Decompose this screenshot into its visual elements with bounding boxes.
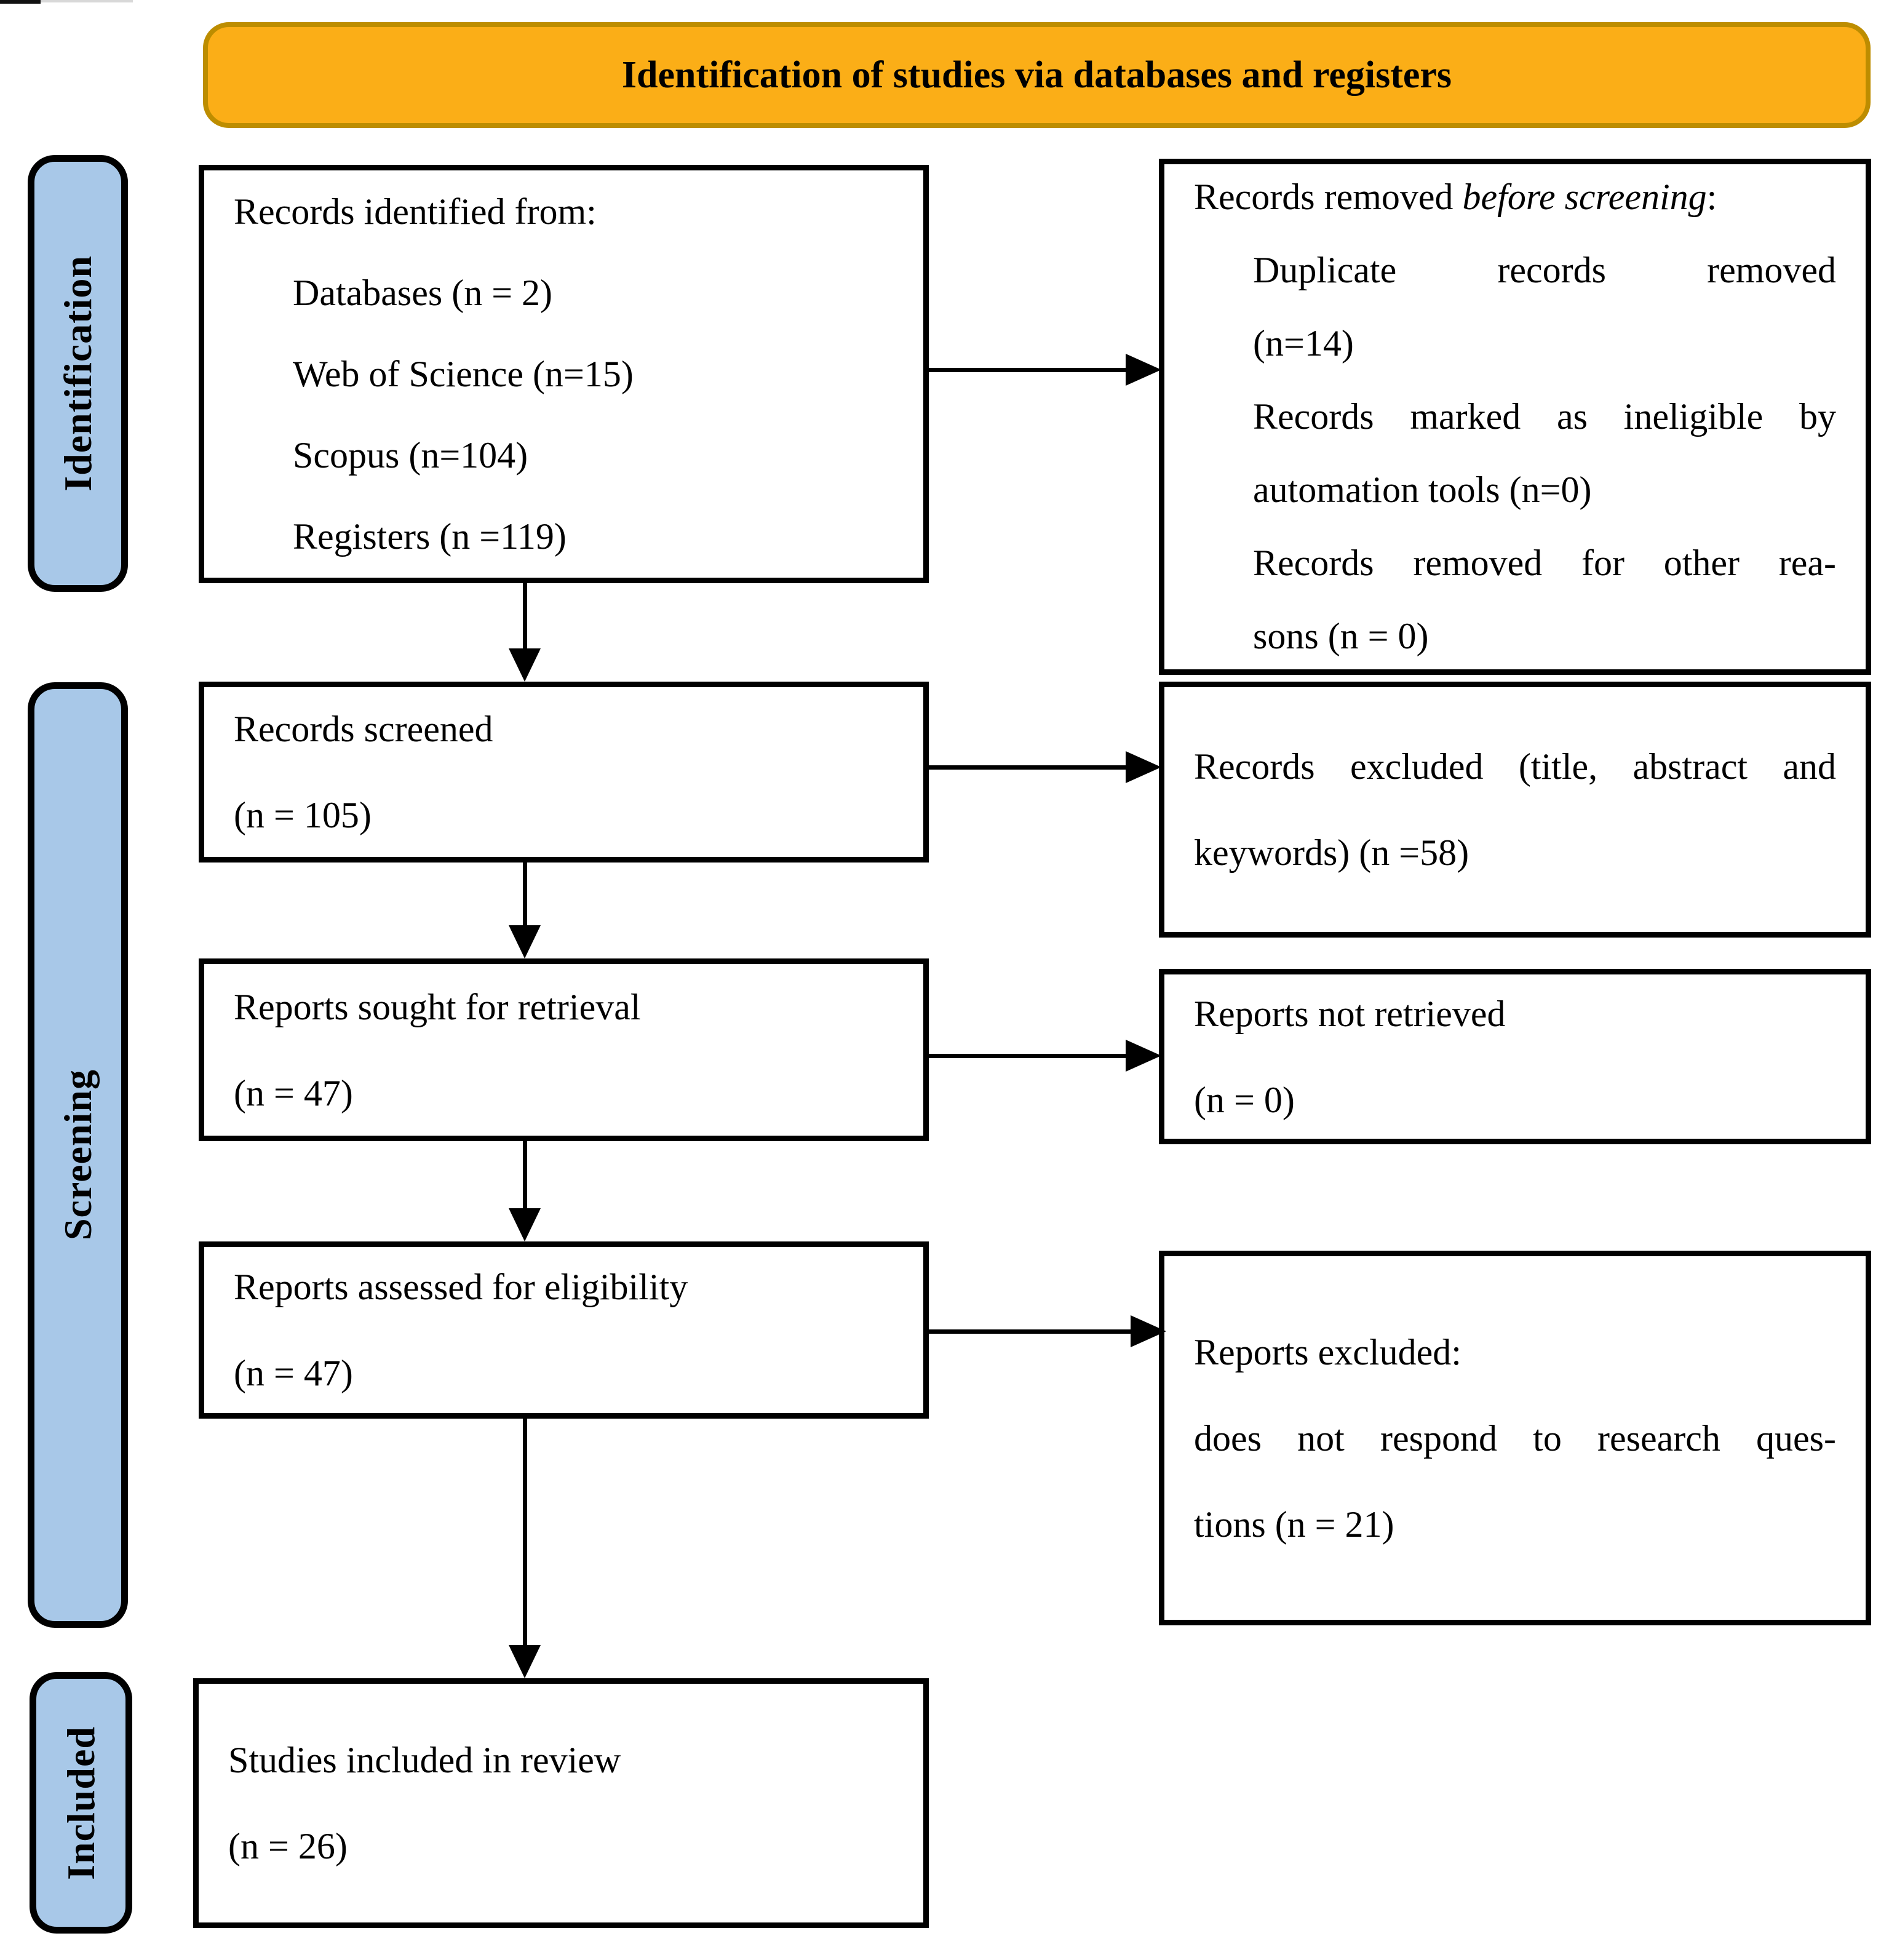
arrow-screened-to-sought-head xyxy=(509,925,541,958)
reports-excluded-line: tions (n = 21) xyxy=(1194,1504,1394,1545)
arrow-assessed-to-included-line xyxy=(523,1419,527,1646)
records-removed-line: sons (n = 0) xyxy=(1253,616,1429,656)
box-records-removed xyxy=(1159,159,1871,675)
arrow-assessed-to-excluded-head xyxy=(1131,1315,1166,1347)
studies-included-line: Studies included in review xyxy=(228,1740,621,1780)
page-corner-artifact xyxy=(0,0,41,4)
records-identified-item: Scopus (n=104) xyxy=(293,435,528,476)
stage-label-included-text: Included xyxy=(58,1726,103,1880)
reports-sought-line: (n = 47) xyxy=(234,1072,353,1113)
box-reports-not-retrieved xyxy=(1159,969,1871,1144)
reports-sought-line: Reports sought for retrieval xyxy=(234,986,641,1027)
reports-assessed-line: Reports assessed for eligibility xyxy=(234,1267,688,1307)
reports-assessed-line: (n = 47) xyxy=(234,1353,353,1393)
stage-label-included xyxy=(30,1672,132,1934)
arrow-sought-to-assessed-head xyxy=(509,1208,541,1241)
records-identified-item: Registers (n =119) xyxy=(293,516,567,557)
records-removed-line: Records removed for other rea- xyxy=(1253,543,1836,583)
box-records-screened xyxy=(199,682,929,862)
stage-label-screening xyxy=(28,682,128,1628)
arrow-assessed-to-included-head xyxy=(509,1645,541,1678)
records-identified-item: Databases (n = 2) xyxy=(293,273,553,313)
stage-label-identification xyxy=(28,155,128,592)
records-removed-line: automation tools (n=0) xyxy=(1253,469,1592,510)
reports-excluded-line: Reports excluded: xyxy=(1194,1331,1461,1372)
arrow-assessed-to-excluded-line xyxy=(929,1329,1132,1334)
box-records-excluded xyxy=(1159,682,1871,938)
arrow-screened-to-sought-line xyxy=(523,862,527,926)
box-reports-sought xyxy=(199,958,929,1141)
reports-not-retrieved-line: (n = 0) xyxy=(1194,1079,1295,1120)
header-banner xyxy=(203,22,1871,128)
box-studies-included xyxy=(193,1678,929,1928)
box-records-identified xyxy=(199,165,929,583)
records-identified-item: Web of Science (n=15) xyxy=(293,354,634,394)
arrow-screened-to-excluded-line xyxy=(929,765,1127,770)
records-removed-title-italic: before screening xyxy=(1462,177,1707,217)
arrow-sought-to-not-retrieved-line xyxy=(929,1054,1127,1058)
box-reports-excluded xyxy=(1159,1251,1871,1625)
arrow-identified-to-removed-head xyxy=(1126,354,1161,386)
records-removed-line: Duplicate records removed xyxy=(1253,250,1836,290)
records-excluded-line: keywords) (n =58) xyxy=(1194,832,1469,873)
arrow-identified-to-screened-line xyxy=(523,583,527,652)
arrow-screened-to-excluded-head xyxy=(1126,751,1161,783)
arrow-sought-to-assessed-line xyxy=(523,1141,527,1209)
box-reports-assessed xyxy=(199,1241,929,1419)
reports-not-retrieved-line: Reports not retrieved xyxy=(1194,993,1506,1034)
arrow-identified-to-screened-head xyxy=(509,648,541,682)
records-removed-line: Records marked as ineligible by xyxy=(1253,396,1836,437)
arrow-sought-to-not-retrieved-head xyxy=(1126,1040,1161,1072)
arrow-identified-to-removed-line xyxy=(929,368,1127,372)
header-title: Identification of studies via databases and registers xyxy=(621,54,1452,96)
records-screened-line: Records screened xyxy=(234,709,493,749)
stage-label-identification-text: Identification xyxy=(55,255,100,492)
records-removed-title: Records removed before screening: xyxy=(1194,177,1717,217)
records-screened-line: (n = 105) xyxy=(234,795,372,835)
records-identified-title: Records identified from: xyxy=(234,191,597,232)
stage-label-screening-text: Screening xyxy=(55,1069,100,1241)
records-removed-line: (n=14) xyxy=(1253,323,1354,364)
reports-excluded-line: does not respond to research ques- xyxy=(1194,1417,1836,1459)
page-corner-smudge xyxy=(41,0,133,2)
records-excluded-line: Records excluded (title, abstract and xyxy=(1194,746,1836,787)
studies-included-line: (n = 26) xyxy=(228,1826,348,1866)
